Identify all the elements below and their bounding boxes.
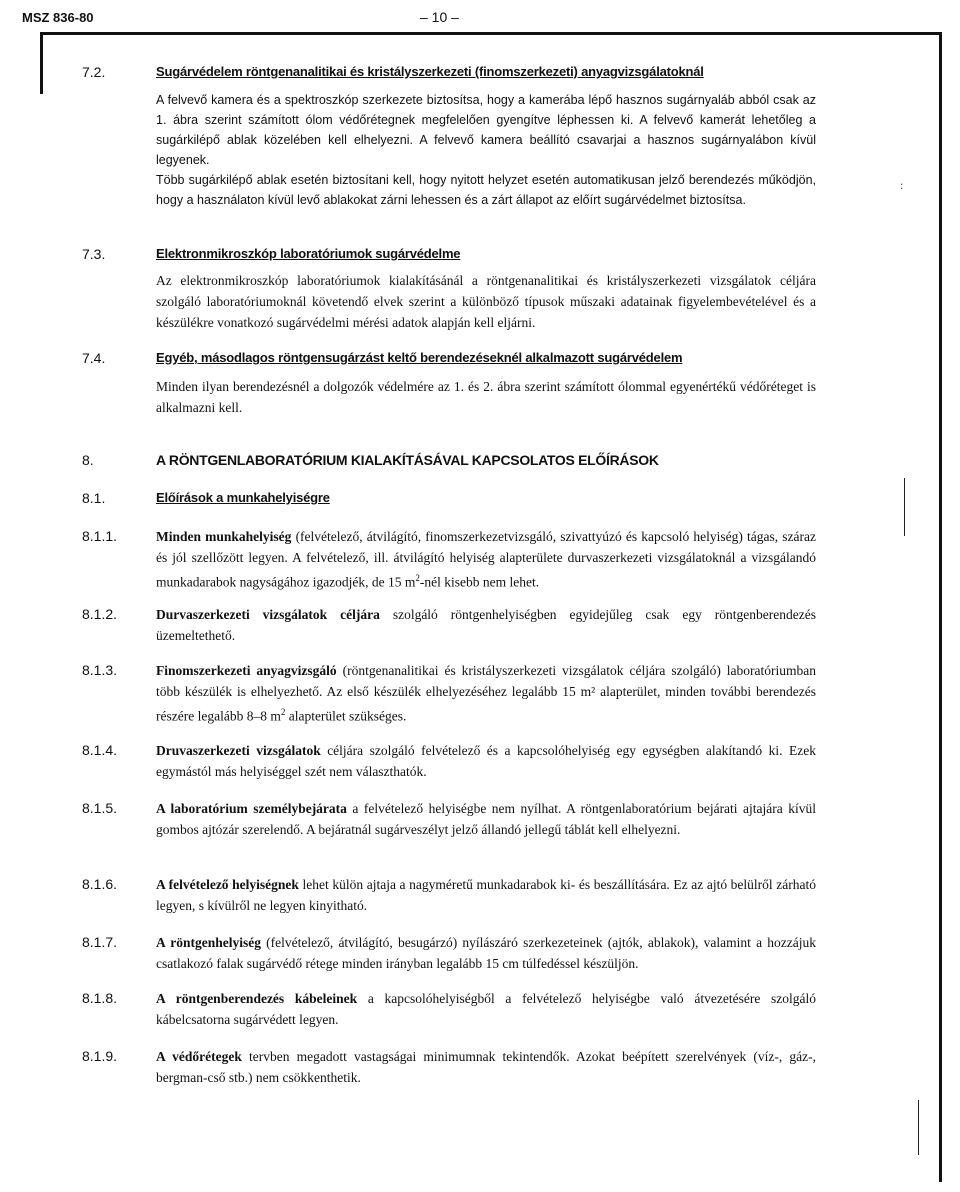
item-text: [156, 874, 816, 916]
section-heading: Elektronmikroszkóp laboratóriumok sugárvédelme: [156, 246, 461, 261]
item-number: 8.1.1.: [82, 528, 118, 544]
item-body: (röntgenanalitikai és kristályszerkezeti vizsgálatok céljára szolgáló) laboratóriumban több készülék is elhelyezhető. Az első készülék elhelyezéséhez legalább 15 m² alapterület, minden további berendezés részére legalább 8–8 m: [156, 663, 816, 724]
item-body: a kapcsolóhelyiségből a felvételező helyiségbe való átvezetésére szolgáló kábelcsatorna sugárvédett legyen.: [156, 991, 817, 1027]
paragraph: Több sugárkilépő ablak esetén biztosítani kell, hogy nyitott helyzet esetén automatikusan jelző berendezés működjön, hogy a használaton kívül levő ablakokat zárni lehessen és a zárt állapot az előírt sugárvédelmet biztosítsa.: [156, 173, 816, 207]
paragraph: Minden ilyan berendezésnél a dolgozók védelmére az 1. és 2. ábra szerint számított ólommal egyenértékű védőréteget is alkalmazni kell.: [156, 379, 816, 415]
item-number: 8.1.9.: [82, 1048, 118, 1064]
section-number: 8.1.: [82, 490, 106, 506]
item-text: [156, 660, 816, 727]
item-sup: 2: [415, 573, 420, 583]
item-lead: Finomszerkezeti anyagvizsgáló: [156, 663, 337, 678]
section-number: 7.3.: [82, 246, 106, 262]
section-number: 8.: [82, 452, 94, 468]
item-body: céljára szolgáló felvételező és a kapcsolóhelyiség egy egységben alakítandó ki. Ezek egymástól más helyiséggel szét nem választhatók.: [156, 743, 816, 779]
item-number: 8.1.3.: [82, 662, 118, 678]
item-number: 8.1.8.: [82, 990, 118, 1006]
section-number: 7.2.: [82, 64, 106, 80]
section-heading: Előírások a munkahelyiségre: [156, 490, 330, 505]
item-number: 8.1.4.: [82, 742, 118, 758]
item-lead: Durvaszerkezeti vizsgálatok céljára: [156, 607, 380, 622]
item-lead: A röntgenberendezés kábeleinek: [156, 991, 358, 1006]
item-tail: -nél kisebb nem lehet.: [419, 574, 540, 590]
item-text: [156, 798, 816, 840]
paragraph: A felvevő kamera és a spektroszkóp szerkezete biztosítsa, hogy a kamerába lépő hasznos sugárnyaláb abból csak az 1. ábra szerint számított ólom védőrétegnek megfelelően gyengítve léphessen ki. A felvevő kamerát lehetőleg a sugárkilépő ablak közelében kell elhelyezni. A felvevő kamera beállító csavarjai a hasznos sugárnyalábon kívül legyenek.: [156, 93, 816, 167]
margin-dot: :: [900, 178, 904, 192]
item-text: [156, 740, 816, 782]
item-body: (felvételező, átvilágító, besugárzó) nyílászáró szerkezeteinek (ajtók, ablakok), valamint a hozzájuk csatlakozó falak sugárvédő rétege minden irányban legalább 15 cm túlfedéssel készüljön.: [156, 935, 816, 971]
standard-code: MSZ 836-80: [22, 10, 94, 25]
item-text: [156, 988, 816, 1030]
item-tail: alapterület szükséges.: [285, 708, 407, 724]
frame-right-line: [939, 32, 942, 1182]
section-heading: Egyéb, másodlagos röntgensugárzást keltő berendezéseknél alkalmazott sugárvédelem: [156, 350, 683, 365]
chapter-heading: A RÖNTGENLABORATÓRIUM KIALAKÍTÁSÁVAL KAPCSOLATOS ELŐÍRÁSOK: [156, 452, 659, 468]
item-body: szolgáló röntgenhelyiségben egyidejűleg csak egy röntgenberendezés üzemeltethető.: [156, 607, 816, 643]
item-lead: A röntgenhelyiség: [156, 935, 261, 950]
item-sup: 2: [280, 707, 286, 717]
frame-top-line: [40, 32, 942, 35]
item-number: 8.1.6.: [82, 876, 118, 892]
section-heading: Sugárvédelem röntgenanalitikai és kristályszerkezeti (finomszerkezeti) anyagvizsgálatoknál: [156, 64, 704, 79]
frame-left-line: [40, 32, 43, 94]
page-number: – 10 –: [420, 9, 459, 25]
item-body: a felvételező helyiségbe nem nyílhat. A röntgenlaboratórium bejárati ajtajára kívül gombos ajtózár szerelendő. A bejáratnál sugárveszélyt jelző állandó jellegű táblát kell elhelyezni.: [156, 801, 816, 837]
item-text: [156, 1046, 816, 1088]
item-body: lehet külön ajtaja a nagyméretű munkadarabok ki- és beszállítására. Ez az ajtó belülről zárható legyen, s kívülről ne legyen kinyitható.: [156, 877, 816, 913]
margin-mark: [918, 1100, 919, 1155]
item-number: 8.1.2.: [82, 606, 118, 622]
item-lead: Druvaszerkezeti vizsgálatok: [156, 743, 321, 758]
item-text: [156, 932, 816, 974]
margin-mark: [904, 478, 905, 536]
paragraph: Az elektronmikroszkóp laboratóriumok kialakításánál a röntgenanalitikai és kristályszerkezeti vizsgálatok céljára szolgáló laboratóriumoknál követendő elvek szerint a különböző típusok műszaki adatainak figyelembevételével és a készülékre vonatkozó sugárvédelmi mérési adatok alapján kell eljárni.: [156, 273, 816, 330]
item-text: [156, 526, 816, 593]
item-lead: A felvételező helyiségnek: [156, 877, 299, 892]
item-number: 8.1.5.: [82, 800, 118, 816]
item-body: tervben megadott vastagságai minimumnak tekintendők. Azokat beépített szerelvények (víz-, gáz-, bergman-cső stb.) nem csökkenthetik.: [156, 1049, 816, 1085]
item-body: (felvételező, átvilágító, finomszerkezetvizsgáló, szivattyúzó és kapcsoló helyiség) tágas, száraz és jól szellőzött legyen. A felvételező, ill. átvilágító helyiség alapterülete durvaszerkezeti vizsgálatoknál a vizsgálandó munkadarabok nagyságához igazodjék, de 15 m: [156, 529, 816, 590]
item-lead: A laboratórium személybejárata: [156, 801, 347, 816]
item-lead: Minden munkahelyiség: [156, 529, 292, 544]
item-lead: A védőrétegek: [156, 1049, 242, 1064]
item-text: [156, 604, 816, 646]
item-number: 8.1.7.: [82, 934, 118, 950]
section-number: 7.4.: [82, 350, 106, 366]
